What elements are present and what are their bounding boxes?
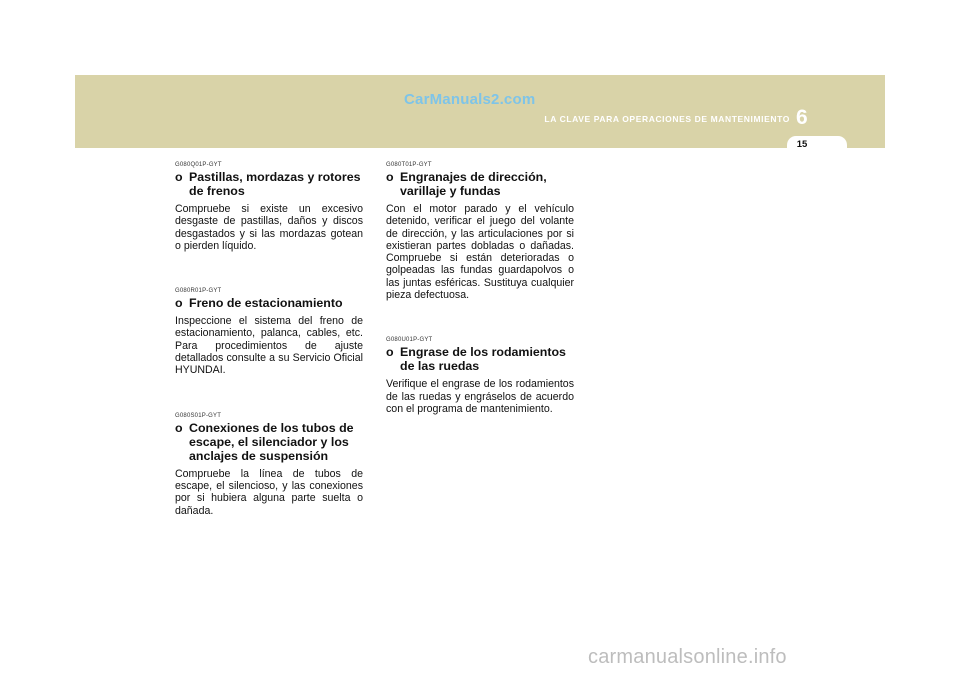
bullet-marker: o <box>386 345 394 360</box>
bullet-marker: o <box>175 296 183 311</box>
section-body: Con el motor parado y el vehículo detenido, verificar el juego del volante de dirección, y las articulaciones por si existieran partes dobladas o dañadas. Compruebe si están deterioradas o golpeadas las fundas guardapolvos o las juntas esféricas. Sustituya cualquier pieza defectuosa. <box>386 203 574 302</box>
section-body: Verifique el engrase de los rodamientos de las ruedas y engráselos de acuerdo con el programa de mantenimiento. <box>386 378 574 415</box>
section-code: G080Q01P-GYT <box>175 162 222 168</box>
section-heading <box>386 170 574 198</box>
section-title: Engrase de los rodamientos de las ruedas <box>400 345 566 374</box>
section-title: Freno de estacionamiento <box>189 296 343 311</box>
chapter-title: LA CLAVE PARA OPERACIONES DE MANTENIMIENTO <box>544 114 790 124</box>
left-column <box>175 162 363 553</box>
bullet-marker: o <box>175 420 183 435</box>
section-code: G080R01P-GYT <box>175 288 222 295</box>
section-body: Inspeccione el sistema del freno de estacionamiento, palanca, cables, etc. Para procedimientos de ajuste detallados consulte a su Servicio Oficial HYUNDAI. <box>175 315 363 377</box>
right-column <box>386 162 574 451</box>
section-heading <box>175 296 363 310</box>
section-code: G080U01P-GYT <box>386 337 433 344</box>
section-exhaust <box>175 413 363 517</box>
watermark-top: CarManuals2.com <box>404 91 536 108</box>
section-title: Engranajes de dirección, varillaje y fundas <box>400 170 547 198</box>
header-band <box>75 75 885 148</box>
section-steering <box>386 162 574 301</box>
section-heading <box>175 421 363 463</box>
section-body: Compruebe si existe un excesivo desgaste de pastillas, daños y discos desgastados y si las mordazas gotean o pierden líquido. <box>175 203 363 252</box>
section-parking-brake <box>175 288 363 376</box>
section-wheel-bearings <box>386 337 574 415</box>
watermark-bottom: carmanualsonline.info <box>588 646 787 668</box>
section-heading <box>386 345 574 373</box>
page-number: 15 <box>796 139 808 150</box>
chapter-number: 6 <box>796 106 808 129</box>
section-code: G080S01P-GYT <box>175 412 222 419</box>
section-title: Pastillas, mordazas y rotores de frenos <box>189 170 361 198</box>
bullet-marker: o <box>386 170 394 184</box>
section-heading <box>175 170 363 198</box>
section-code: G080T01P-GYT <box>386 162 432 168</box>
section-body: Compruebe la línea de tubos de escape, el silencioso, y las conexiones por si hubiera alguna parte suelta o dañada. <box>175 467 363 517</box>
section-brakes <box>175 162 363 252</box>
bullet-marker: o <box>175 170 183 184</box>
section-title: Conexiones de los tubos de escape, el silenciador y los anclajes de suspensión <box>189 420 354 463</box>
